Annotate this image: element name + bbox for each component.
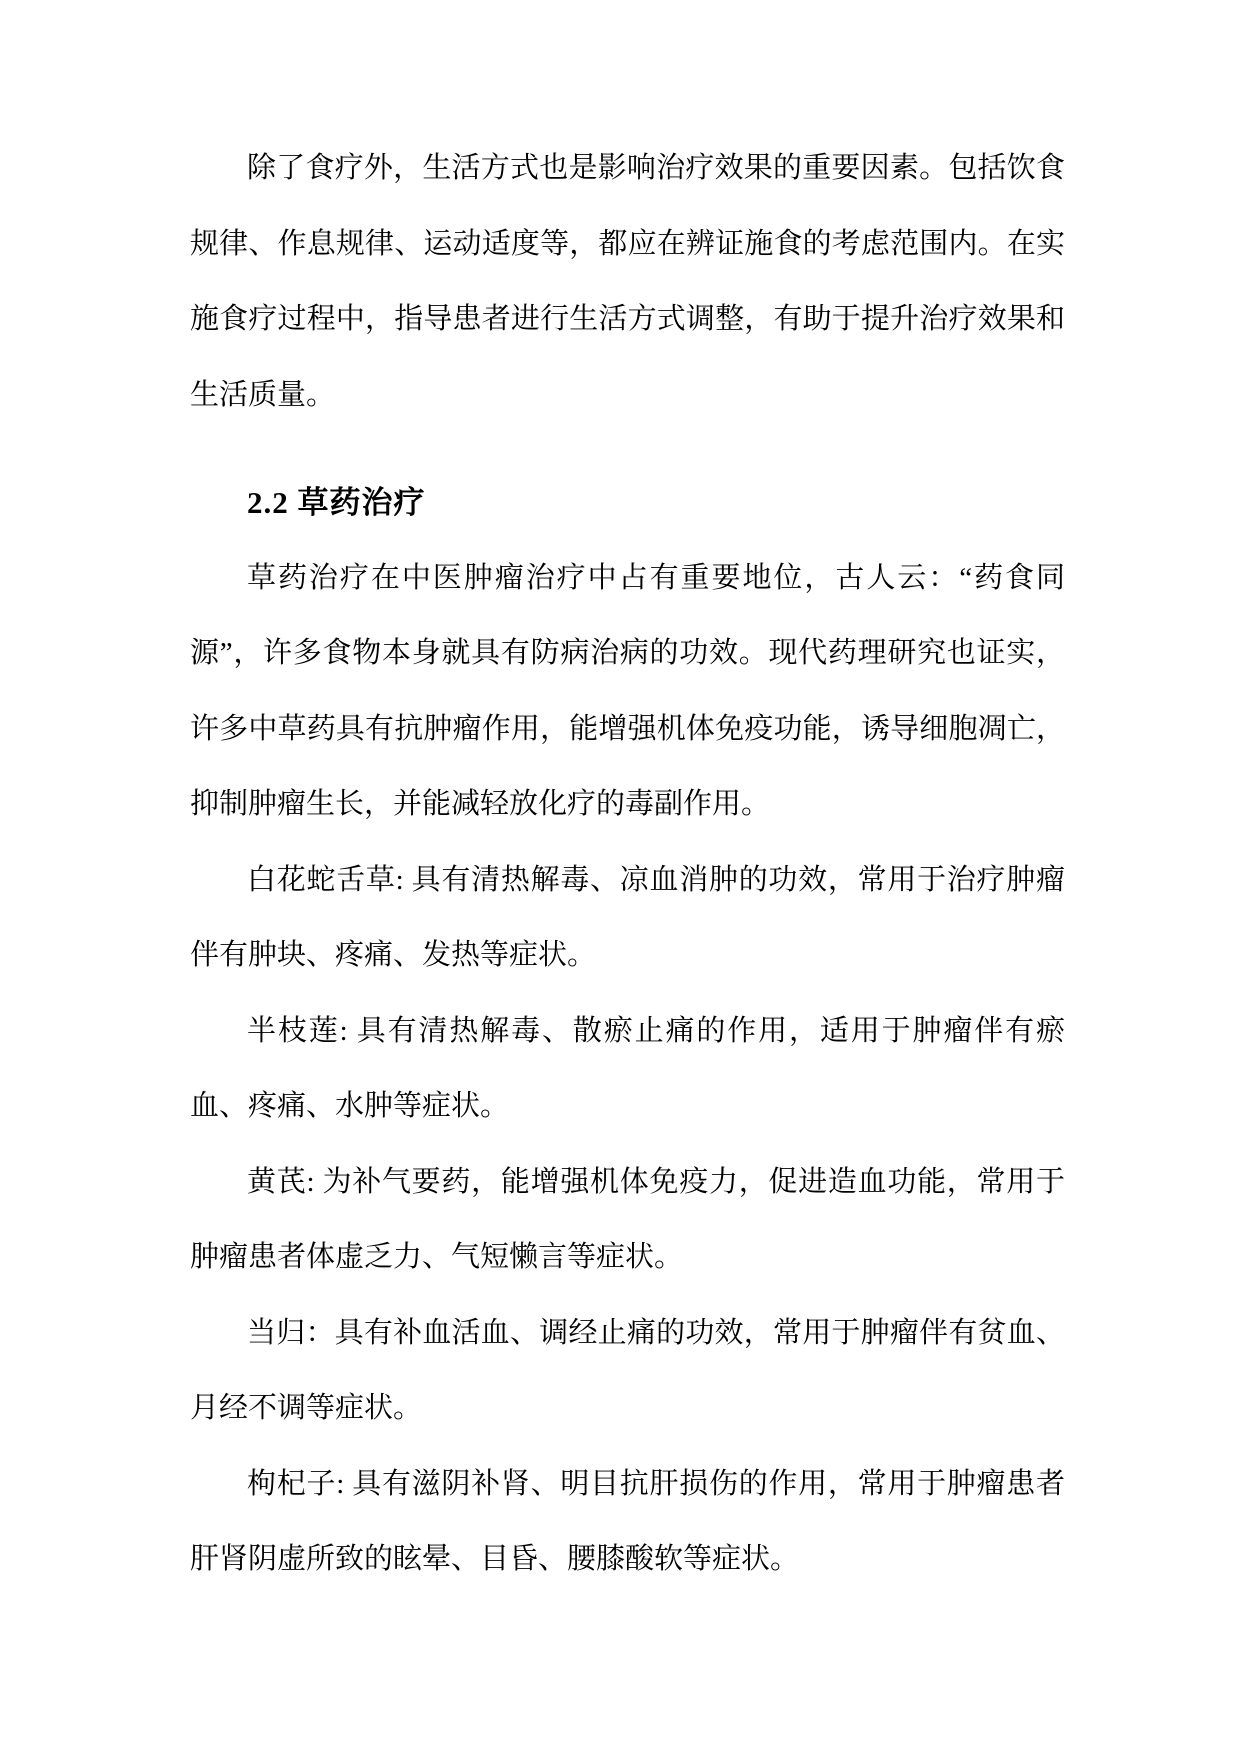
paragraph-herb-huangqi: 黄芪: 为补气要药，能增强机体免疫力，促进造血功能，常用于肿瘤患者体虚乏力、气短懒言等症状。 xyxy=(190,1165,1065,1273)
paragraph-lifestyle: 除了食疗外，生活方式也是影响治疗效果的重要因素。包括饮食规律、作息规律、运动适度等，都应在辨证施食的考虑范围内。在实施食疗过程中，指导患者进行生活方式调整，有助于提升治疗效果和生活质量。 xyxy=(190,152,1065,411)
paragraph-herb-banzhilian: 半枝莲: 具有清热解毒、散瘀止痛的作用，适用于肿瘤伴有瘀血、疼痛、水肿等症状。 xyxy=(190,1014,1065,1122)
paragraph-herb-gouqizi: 枸杞子: 具有滋阴补肾、明目抗肝损伤的作用，常用于肿瘤患者肝肾阴虚所致的眩晕、目昏、腰膝酸软等症状。 xyxy=(190,1467,1065,1575)
paragraph-herb-danggui: 当归：具有补血活血、调经止痛的功效，常用于肿瘤伴有贫血、月经不调等症状。 xyxy=(190,1316,1065,1424)
paragraph-herbal-intro: 草药治疗在中医肿瘤治疗中占有重要地位，古人云：“药食同源”，许多食物本身就具有防病治病的功效。现代药理研究也证实，许多中草药具有抗肿瘤作用，能增强机体免疫功能，诱导细胞凋亡，抑制肿瘤生长，并能减轻放化疗的毒副作用。 xyxy=(190,561,1065,820)
paragraph-herb-baihuasheshecao: 白花蛇舌草: 具有清热解毒、凉血消肿的功效，常用于治疗肿瘤伴有肿块、疼痛、发热等症状。 xyxy=(190,863,1065,971)
section-heading: 2.2 草药治疗 xyxy=(247,485,426,520)
